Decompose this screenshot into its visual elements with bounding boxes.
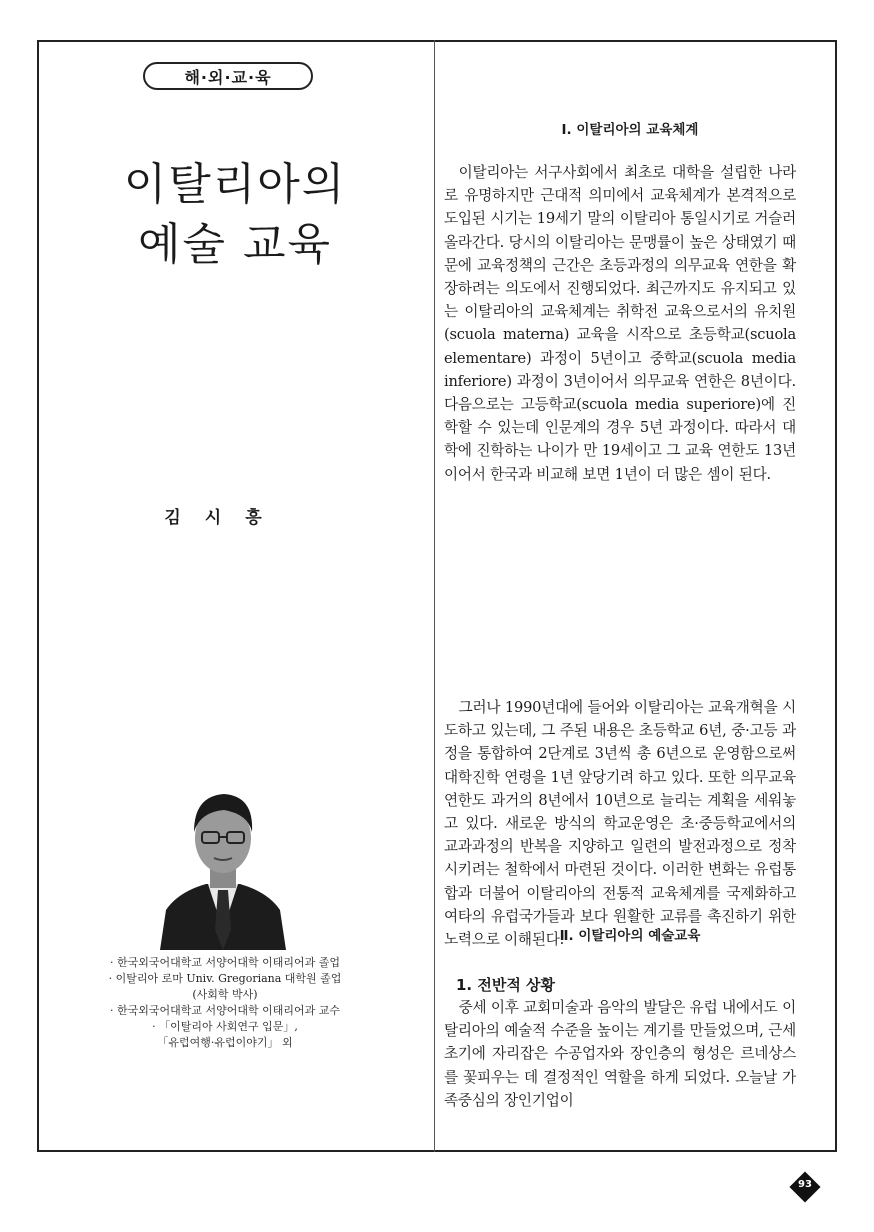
bio-line: · 「이탈리아 사회연구 입문」, [152, 1020, 298, 1033]
section-badge: 해·외·교·육 [143, 62, 313, 90]
bio-line: · 한국외국어대학교 서양어대학 이태리어과 교수 [109, 1004, 340, 1017]
bio-line: · 한국외국어대학교 서양어대학 이태리어과 졸업 [109, 956, 340, 969]
title-line-1: 이탈리아의 [123, 159, 347, 210]
article-title [80, 155, 390, 275]
bio-line: · 이탈리아 로마 Univ. Gregoriana 대학원 졸업 [108, 972, 342, 985]
page-number [790, 1172, 820, 1202]
author-bio [75, 955, 375, 1051]
author-photo [158, 780, 288, 950]
title-line-2: 예술 교육 [137, 219, 332, 270]
column-divider [434, 40, 435, 1152]
paragraph: 그러나 1990년대에 들어와 이탈리아는 교육개혁을 시도하고 있는데, 그 주된 내용은 초등학교 6년, 중·고등 과정을 통합하여 2단계로 3년씩 총 6년으로 운영함으로써 대학진학 연령을 1년 앞당기려 하고 있다. 또한 의무교육 연한도 과거의 8년에서 10년으로 늘리는 계획을 세워놓고 있다. 새로운 방식의 학교운영은 초·중등학교에서의 교과과정의 반복을 지양하고 일련의 발전과정으로 정착시키려는 철학에서 마련된 것이다. 이러한 변화는 유럽통합과 더불어 이탈리아의 전통적 교육체계를 국제화하고 여타의 유럽국가들과 보다 원활한 교류를 촉진하기 위한 노력으로 이해된다. [444, 699, 796, 949]
paragraph: 이탈리아는 서구사회에서 최초로 대학을 설립한 나라로 유명하지만 근대적 의미에서 교육체계가 본격적으로 도입된 시기는 19세기 말의 이탈리아 통일시기로 거슬러 올라간다. 당시의 이탈리아는 문맹률이 높은 상태였기 때문에 교육정책의 근간은 초등과정의 의무교육 연한을 확장하려는 의도에서 진행되었다. 최근까지도 유지되고 있는 이탈리아의 교육체계는 취학전 교육으로서의 유치원(scuola materna) 교육을 시작으로 초등학교(scuola elementare) 과정이 5년이고 중학교(scuola media inferiore) 과정이 3년이어서 의무교육 연한은 8년이다. 다음으로는 고등학교(scuola media superiore)에 진학할 수 있는데 인문계의 경우 5년 과정이다. 따라서 대학에 진학하는 나이가 만 19세이고 그 교육 연한도 13년이어서 한국과 비교해 보면 1년이 더 많은 셈이 된다. [444, 164, 796, 483]
paragraph: 중세 이후 교회미술과 음악의 발달은 유럽 내에서도 이탈리아의 예술적 수준을 높이는 계기를 만들었으며, 근세 초기에 자리잡은 수공업자와 장인층의 형성은 르네상스를 꽃피우는 데 결정적인 역할을 하게 되었다. 오늘날 가족중심의 장인기업이 [444, 999, 796, 1109]
section-heading-2: Ⅱ. 이탈리아의 예술교육 [559, 928, 701, 944]
page-number-label: 93 [798, 1179, 812, 1190]
section-heading-1: Ⅰ. 이탈리아의 교육체계 [561, 122, 699, 138]
bio-line: 「유럽여행·유럽이야기」 외 [157, 1036, 293, 1049]
author-name: 김시흥 [164, 508, 286, 528]
subheading: 1. 전반적 상황 [456, 976, 556, 994]
bio-line: (사회학 박사) [192, 988, 258, 1001]
